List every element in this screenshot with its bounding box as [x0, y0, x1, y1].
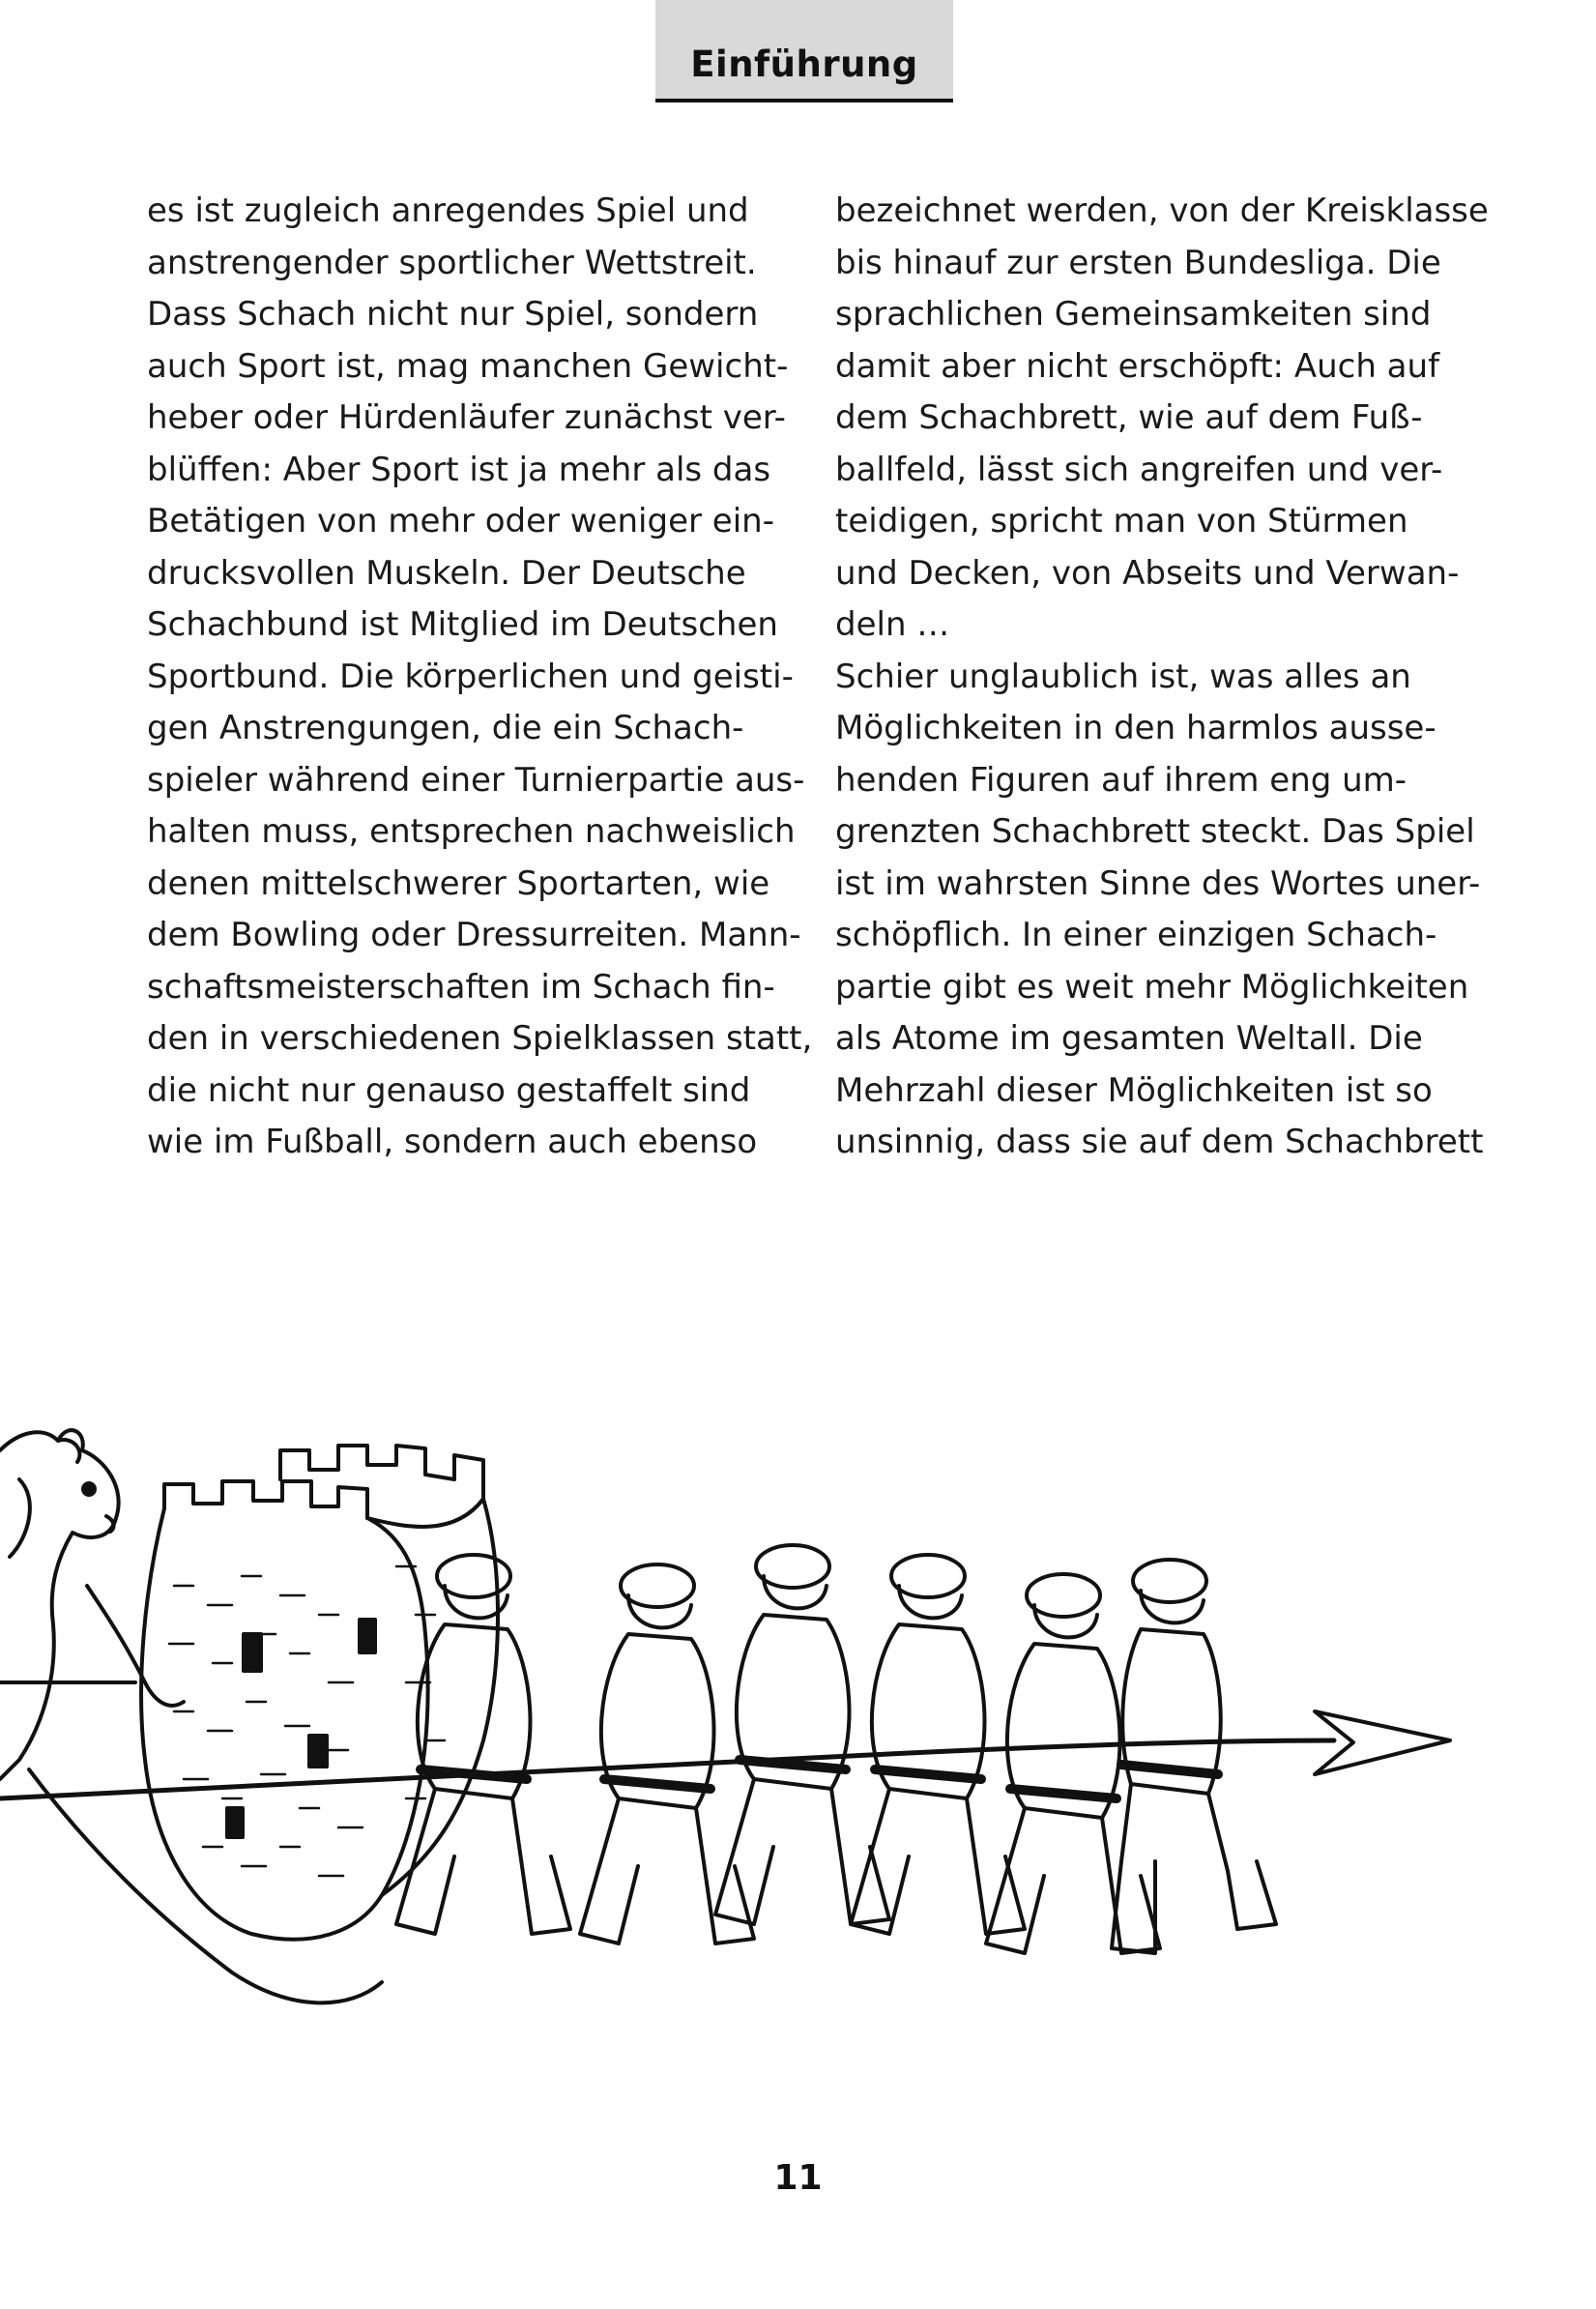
text-line: Schachbund ist Mitglied im Deutschen	[147, 605, 778, 644]
text-column-left	[147, 186, 813, 1169]
text-line: dem Bowling oder Dressurreiten. Mann-	[147, 916, 801, 954]
chess-rook-tug-illustration	[0, 1392, 1596, 2089]
text-line: partie gibt es weit mehr Möglichkeiten	[835, 967, 1469, 1007]
section-header-tab	[655, 0, 953, 102]
text-line: bis hinauf zur ersten Bundesliga. Die	[835, 243, 1441, 282]
text-line: Möglichkeiten in den harmlos ausse-	[835, 709, 1436, 747]
text-line: und Decken, von Abseits und Verwan-	[835, 553, 1460, 593]
pulling-men-group	[396, 1545, 1276, 1953]
page-number: 11	[773, 2158, 823, 2198]
text-column-right	[835, 186, 1489, 1169]
text-line: Mehrzahl dieser Möglichkeiten ist so	[835, 1070, 1433, 1110]
text-line: anstrengender sportlicher Wettstreit.	[147, 243, 757, 282]
text-line: gen Anstrengungen, die ein Schach-	[147, 709, 744, 747]
arrow-tip-icon	[1315, 1711, 1450, 1774]
text-line: Betätigen von mehr oder weniger ein-	[147, 502, 774, 541]
section-title: Einführung	[690, 44, 918, 85]
text-line: den in verschiedenen Spielklassen statt,	[147, 1019, 813, 1058]
text-line: drucksvollen Muskeln. Der Deutsche	[147, 553, 746, 593]
text-line: bezeichnet werden, von der Kreisklasse	[835, 191, 1489, 230]
horse-figure	[0, 1430, 184, 1779]
text-line: ballfeld, lässt sich angreifen und ver-	[835, 450, 1443, 489]
text-line: als Atome im gesamten Weltall. Die	[835, 1019, 1423, 1058]
text-line: Dass Schach nicht nur Spiel, sondern	[147, 295, 759, 334]
text-line: denen mittelschwerer Sportarten, wie	[147, 863, 770, 903]
text-line: schaftsmeisterschaften im Schach fin-	[147, 967, 775, 1007]
text-line: auch Sport ist, mag manchen Gewicht-	[147, 346, 789, 386]
text-line: Schier unglaublich ist, was alles an	[835, 657, 1411, 696]
text-line: dem Schachbrett, wie auf dem Fuß-	[835, 398, 1423, 437]
text-line: henden Figuren auf ihrem eng um-	[835, 760, 1407, 800]
text-line: die nicht nur genauso gestaffelt sind	[147, 1070, 751, 1110]
text-line: deln …	[835, 605, 950, 644]
text-line: teidigen, spricht man von Stürmen	[835, 502, 1408, 541]
text-line: unsinnig, dass sie auf dem Schachbrett	[835, 1123, 1484, 1161]
text-line: sprachlichen Gemeinsamkeiten sind	[835, 295, 1432, 334]
text-line: es ist zugleich anregendes Spiel und	[147, 191, 749, 230]
text-line: heber oder Hürdenläufer zunächst ver-	[147, 398, 786, 437]
text-line: spieler während einer Turnierpartie aus-	[147, 760, 805, 800]
text-line: halten muss, entsprechen nachweislich	[147, 812, 796, 851]
chess-rook-figure	[29, 1446, 498, 2002]
text-line: grenzten Schachbrett steckt. Das Spiel	[835, 812, 1475, 851]
text-line: ist im wahrsten Sinne des Wortes uner-	[835, 863, 1481, 903]
text-line: wie im Fußball, sondern auch ebenso	[147, 1123, 758, 1161]
text-line: damit aber nicht erschöpft: Auch auf	[835, 346, 1440, 386]
text-line: Sportbund. Die körperlichen und geisti-	[147, 657, 794, 696]
text-line: schöpflich. In einer einzigen Schach-	[835, 916, 1437, 954]
text-line: blüffen: Aber Sport ist ja mehr als das	[147, 450, 771, 489]
